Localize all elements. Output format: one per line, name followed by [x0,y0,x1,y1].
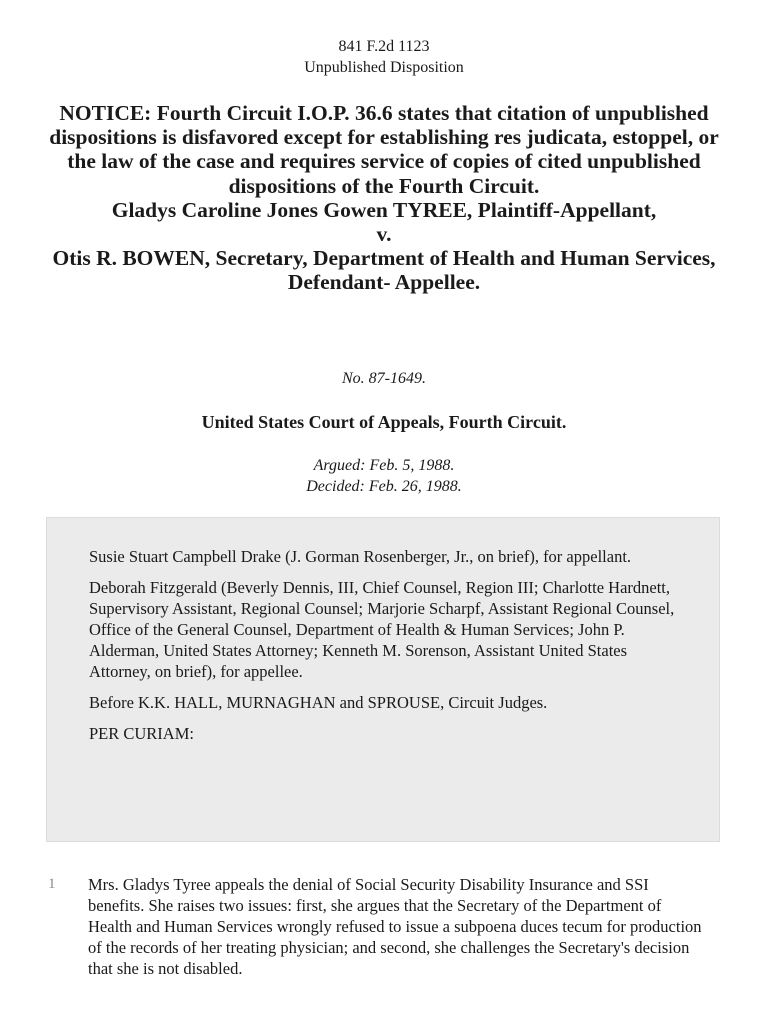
defendant-name: Otis R. BOWEN, Secretary, Department of Health and Human Services, Defendant- Appellee. [52,246,716,295]
appellee-counsel: Deborah Fitzgerald (Beverly Dennis, III, Chief Counsel, Region III; Charlotte Hardnett, Supervisory Assistant, Regional Counsel; Marjorie Scharpf, Assistant Regional Counsel, Office of the General Counsel, Department of Health & Human Services; John P. Alderman, United States Attorney; Kenneth M. Sorenson, Assistant United States Attorney, on brief), for appellee. [89,578,675,681]
disposition-label: Unpublished Disposition [304,59,464,76]
citation-header [0,36,768,78]
case-heading [44,101,724,295]
reporter-citation: 841 F.2d 1123 [338,38,430,55]
notice-text: NOTICE: Fourth Circuit I.O.P. 36.6 states that citation of unpublished dispositions is disfavored except for establishing res judicata, estoppel, or the law of the case and requires service of copies of cited unpublished dispositions of the Fourth Circuit. [49,101,719,198]
paragraph-number: 1 [48,876,56,892]
counsel-text [89,546,689,754]
decided-date: Decided: Feb. 26, 1988. [306,478,462,495]
court-name: United States Court of Appeals, Fourth Circuit. [201,412,567,432]
argued-date: Argued: Feb. 5, 1988. [313,457,455,474]
case-dates [0,455,768,497]
judges-panel: Before K.K. HALL, MURNAGHAN and SPROUSE, Circuit Judges. [89,693,548,712]
docket-number: No. 87-1649. [342,370,426,387]
versus-label: v. [376,222,392,247]
appellant-counsel: Susie Stuart Campbell Drake (J. Gorman Rosenberger, Jr., on brief), for appellant. [89,547,632,566]
paragraph-text: Mrs. Gladys Tyree appeals the denial of Social Security Disability Insurance and SSI benefits. She raises two issues: first, she argues that the Secretary of the Department of Health and Human Services wrongly refused to issue a subpoena duces tecum for production of the records of her treating physician; and second, she challenges the Secretary's decision that she is not disabled. [88,875,702,978]
plaintiff-name: Gladys Caroline Jones Gowen TYREE, Plaintiff-Appellant, [111,197,657,222]
counsel-panel [46,517,720,842]
per-curiam-label: PER CURIAM: [89,724,194,743]
